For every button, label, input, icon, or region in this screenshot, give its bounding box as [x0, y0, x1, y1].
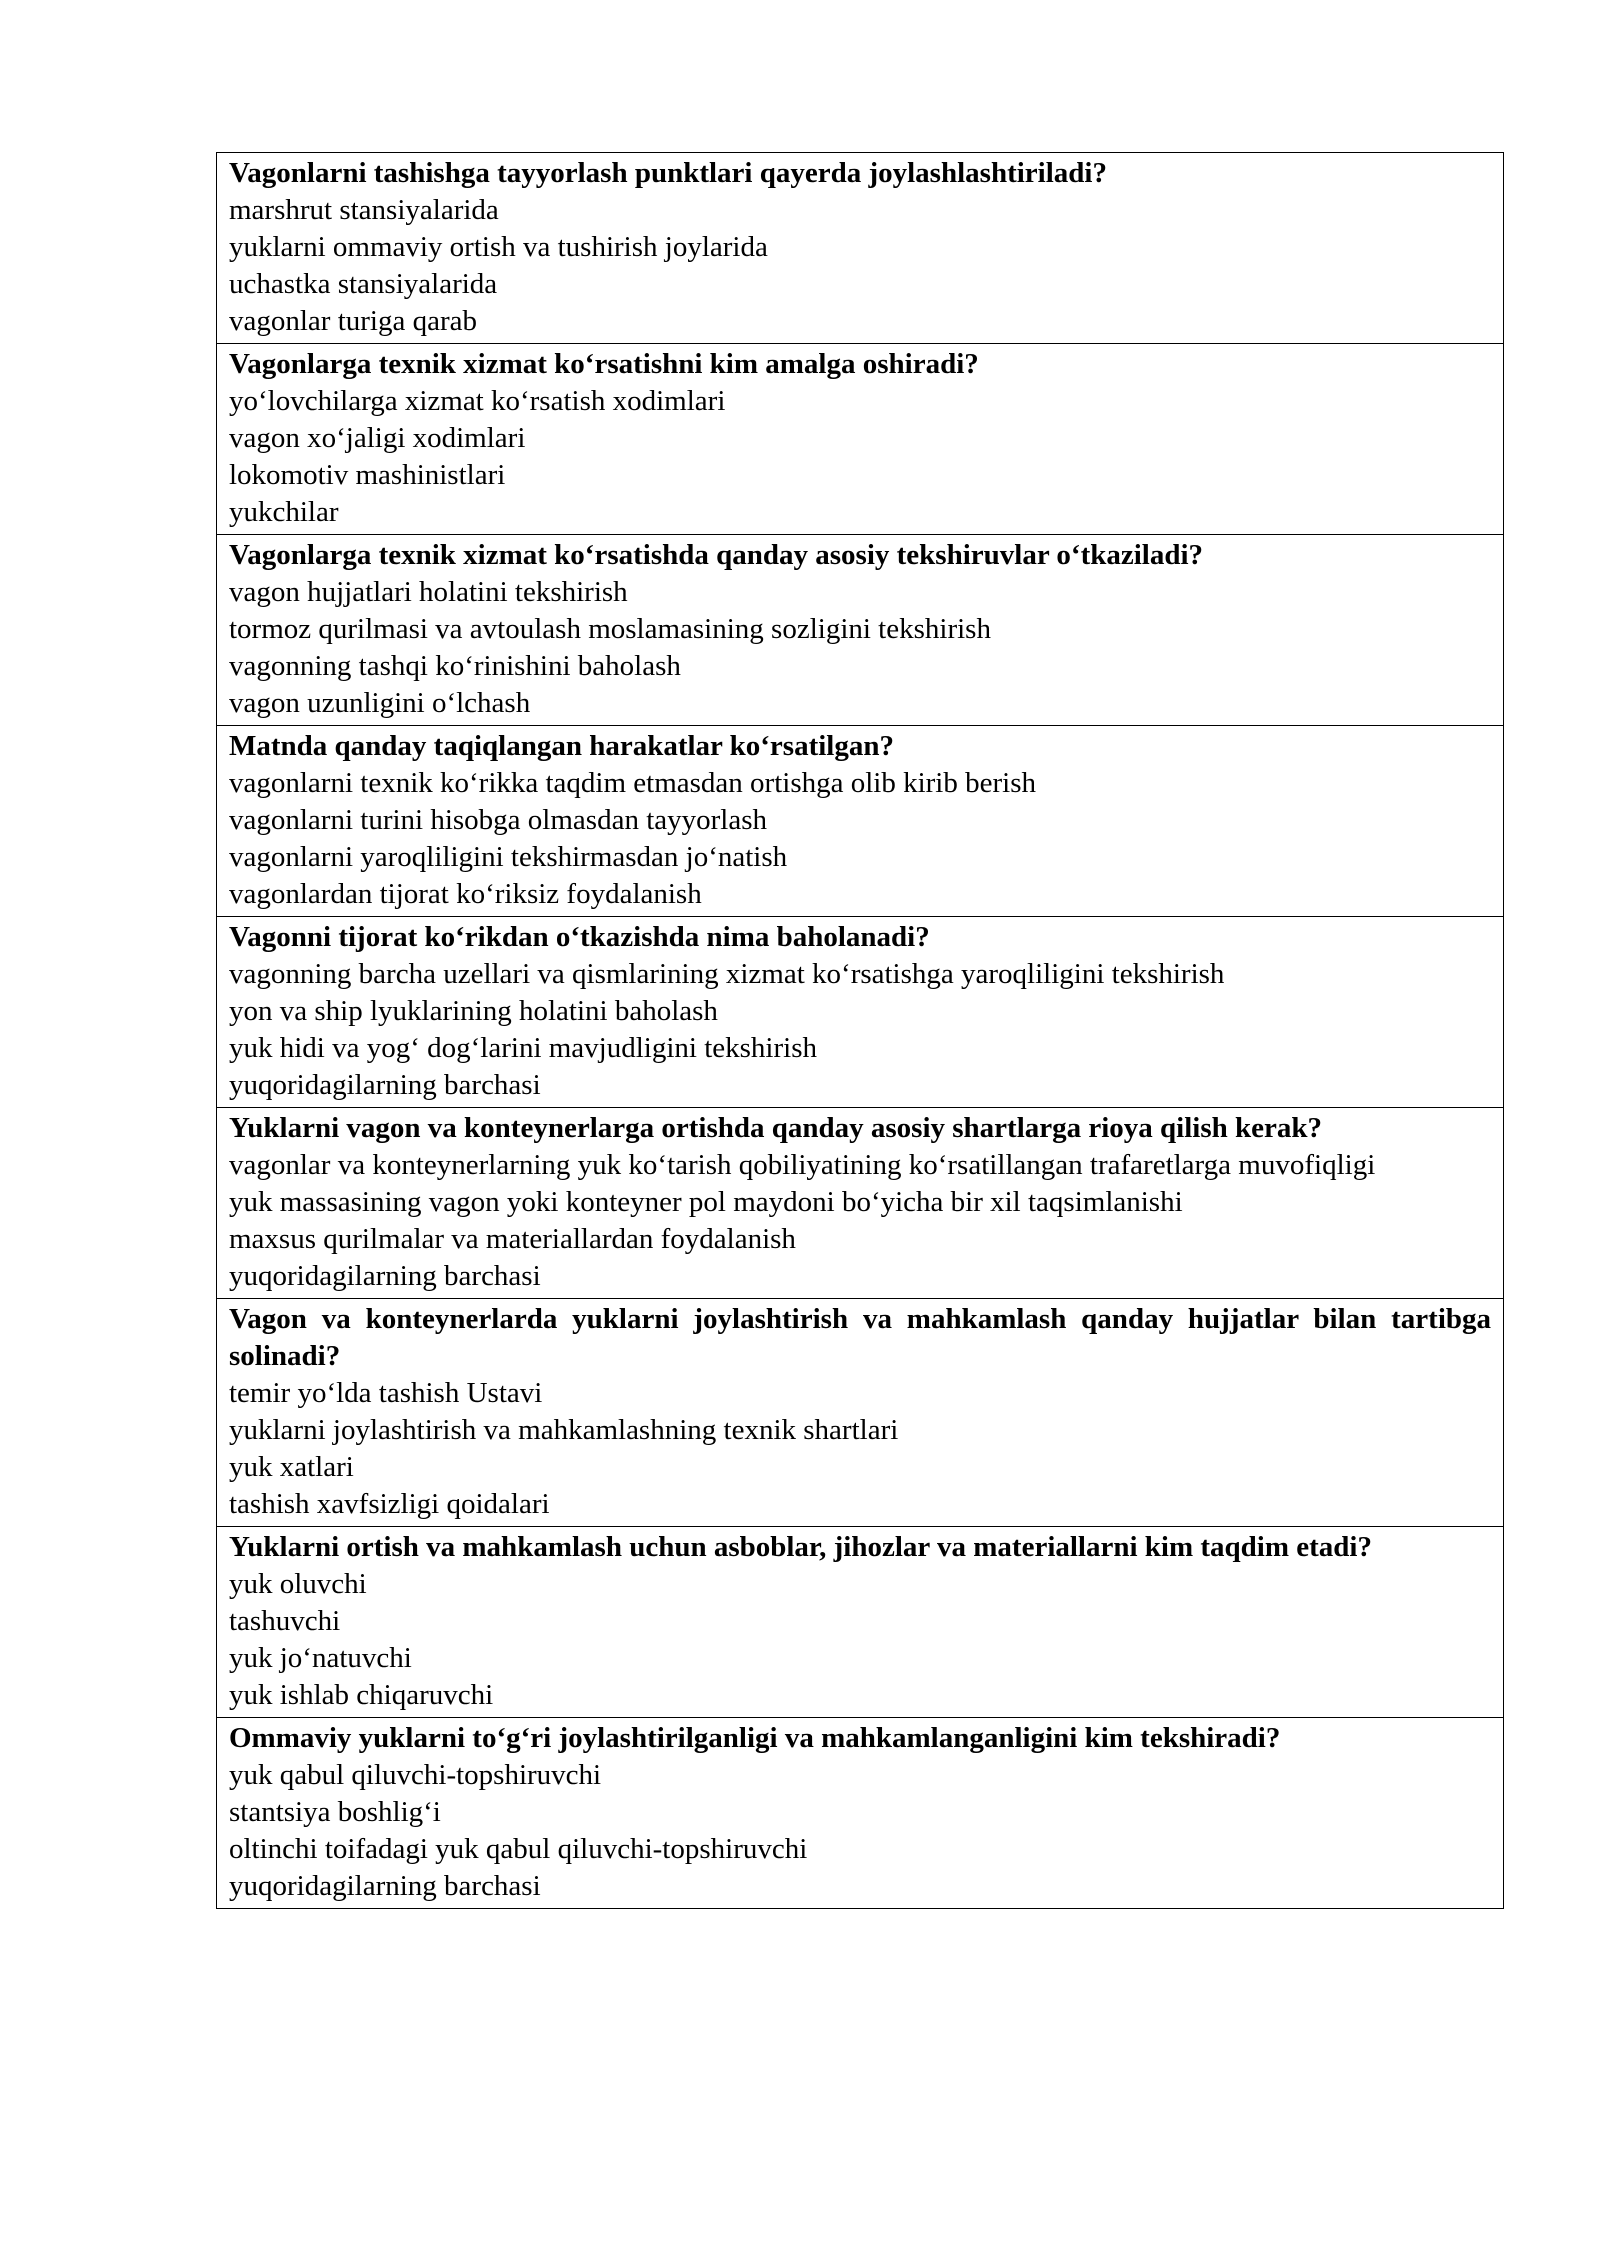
answer-option: maxsus qurilmalar va materiallardan foydalanish — [229, 1223, 796, 1255]
question-block — [217, 344, 1504, 535]
question-block — [217, 535, 1504, 726]
answer-option: stantsiya boshlig‘i — [229, 1796, 441, 1828]
answer-option: yuqoridagilarning barchasi — [229, 1870, 541, 1902]
question-cell — [217, 1527, 1504, 1718]
answer-option: vagonlar va konteynerlarning yuk ko‘tarish qobiliyatining ko‘rsatillangan trafaretlarga muvofiqligi — [229, 1149, 1376, 1181]
answer-option: vagonlardan tijorat ko‘riksiz foydalanish — [229, 878, 702, 910]
answer-option: yuk oluvchi — [229, 1568, 367, 1600]
answer-option: yuk xatlari — [229, 1451, 354, 1483]
answer-option: vagonlarni yaroqliligini tekshirmasdan jo‘natish — [229, 841, 788, 873]
answer-option: yuklarni joylashtirish va mahkamlashning texnik shartlari — [229, 1414, 899, 1446]
answer-option: tashuvchi — [229, 1605, 341, 1637]
question-text: Vagonni tijorat ko‘rikdan o‘tkazishda nima baholanadi? — [229, 921, 930, 953]
answer-option: yuk hidi va yog‘ dog‘larini mavjudligini tekshirish — [229, 1032, 817, 1064]
answer-option: vagon hujjatlari holatini tekshirish — [229, 576, 628, 608]
question-block — [217, 726, 1504, 917]
question-text: Vagonlarga texnik xizmat ko‘rsatishni kim amalga oshiradi? — [229, 348, 979, 380]
answer-option: yuqoridagilarning barchasi — [229, 1069, 541, 1101]
answer-option: yuk qabul qiluvchi-topshiruvchi — [229, 1759, 602, 1791]
answer-option: uchastka stansiyalarida — [229, 268, 498, 300]
question-block — [217, 1299, 1504, 1527]
answer-option: yuqoridagilarning barchasi — [229, 1260, 541, 1292]
question-cell — [217, 153, 1504, 344]
answer-option: yuk massasining vagon yoki konteyner pol maydoni bo‘yicha bir xil taqsimlanishi — [229, 1186, 1183, 1218]
answer-option: yuk ishlab chiqaruvchi — [229, 1679, 494, 1711]
answer-option: yuklarni ommaviy ortish va tushirish joylarida — [229, 231, 768, 263]
question-cell — [217, 535, 1504, 726]
answer-option: vagon xo‘jaligi xodimlari — [229, 422, 526, 454]
answer-option: vagonning barcha uzellari va qismlarining xizmat ko‘rsatishga yaroqliligini tekshirish — [229, 958, 1225, 990]
question-cell — [217, 1108, 1504, 1299]
question-cell — [217, 1299, 1504, 1527]
answer-option: vagonning tashqi ko‘rinishini baholash — [229, 650, 681, 682]
question-block — [217, 917, 1504, 1108]
answer-option: yo‘lovchilarga xizmat ko‘rsatish xodimlari — [229, 385, 726, 417]
question-cell — [217, 917, 1504, 1108]
question-block — [217, 153, 1504, 344]
answer-option: lokomotiv mashinistlari — [229, 459, 506, 491]
answer-option: oltinchi toifadagi yuk qabul qiluvchi-topshiruvchi — [229, 1833, 808, 1865]
question-block — [217, 1718, 1504, 1909]
question-text: Vagonlarni tashishga tayyorlash punktlari qayerda joylashlashtiriladi? — [229, 157, 1107, 189]
answer-option: tashish xavfsizligi qoidalari — [229, 1488, 550, 1520]
question-text: Matnda qanday taqiqlangan harakatlar ko‘rsatilgan? — [229, 730, 894, 762]
question-text: Vagon va konteynerlarda yuklarni joylashtirish va mahkamlash qanday hujjatlar bilan tartibga solinadi? — [229, 1303, 1491, 1372]
answer-option: marshrut stansiyalarida — [229, 194, 499, 226]
answer-option: yukchilar — [229, 496, 339, 528]
question-text: Ommaviy yuklarni to‘g‘ri joylashtirilganligi va mahkamlanganligini kim tekshiradi? — [229, 1722, 1281, 1754]
answer-option: vagon uzunligini o‘lchash — [229, 687, 531, 719]
question-text: Yuklarni ortish va mahkamlash uchun asboblar, jihozlar va materiallarni kim taqdim etadi? — [229, 1531, 1372, 1563]
question-text: Vagonlarga texnik xizmat ko‘rsatishda qanday asosiy tekshiruvlar o‘tkaziladi? — [229, 539, 1204, 571]
answer-option: vagonlar turiga qarab — [229, 305, 478, 337]
question-text: Yuklarni vagon va konteynerlarga ortishda qanday asosiy shartlarga rioya qilish kerak? — [229, 1112, 1323, 1144]
question-cell — [217, 726, 1504, 917]
answer-option: yon va ship lyuklarining holatini baholash — [229, 995, 718, 1027]
question-cell — [217, 1718, 1504, 1909]
answer-option: vagonlarni texnik ko‘rikka taqdim etmasdan ortishga olib kirib berish — [229, 767, 1036, 799]
answer-option: temir yo‘lda tashish Ustavi — [229, 1377, 543, 1409]
question-block — [217, 1108, 1504, 1299]
question-table — [216, 152, 1504, 1909]
answer-option: tormoz qurilmasi va avtoulash moslamasining sozligini tekshirish — [229, 613, 991, 645]
answer-option: vagonlarni turini hisobga olmasdan tayyorlash — [229, 804, 768, 836]
question-block — [217, 1527, 1504, 1718]
answer-option: yuk jo‘natuvchi — [229, 1642, 412, 1674]
question-cell — [217, 344, 1504, 535]
